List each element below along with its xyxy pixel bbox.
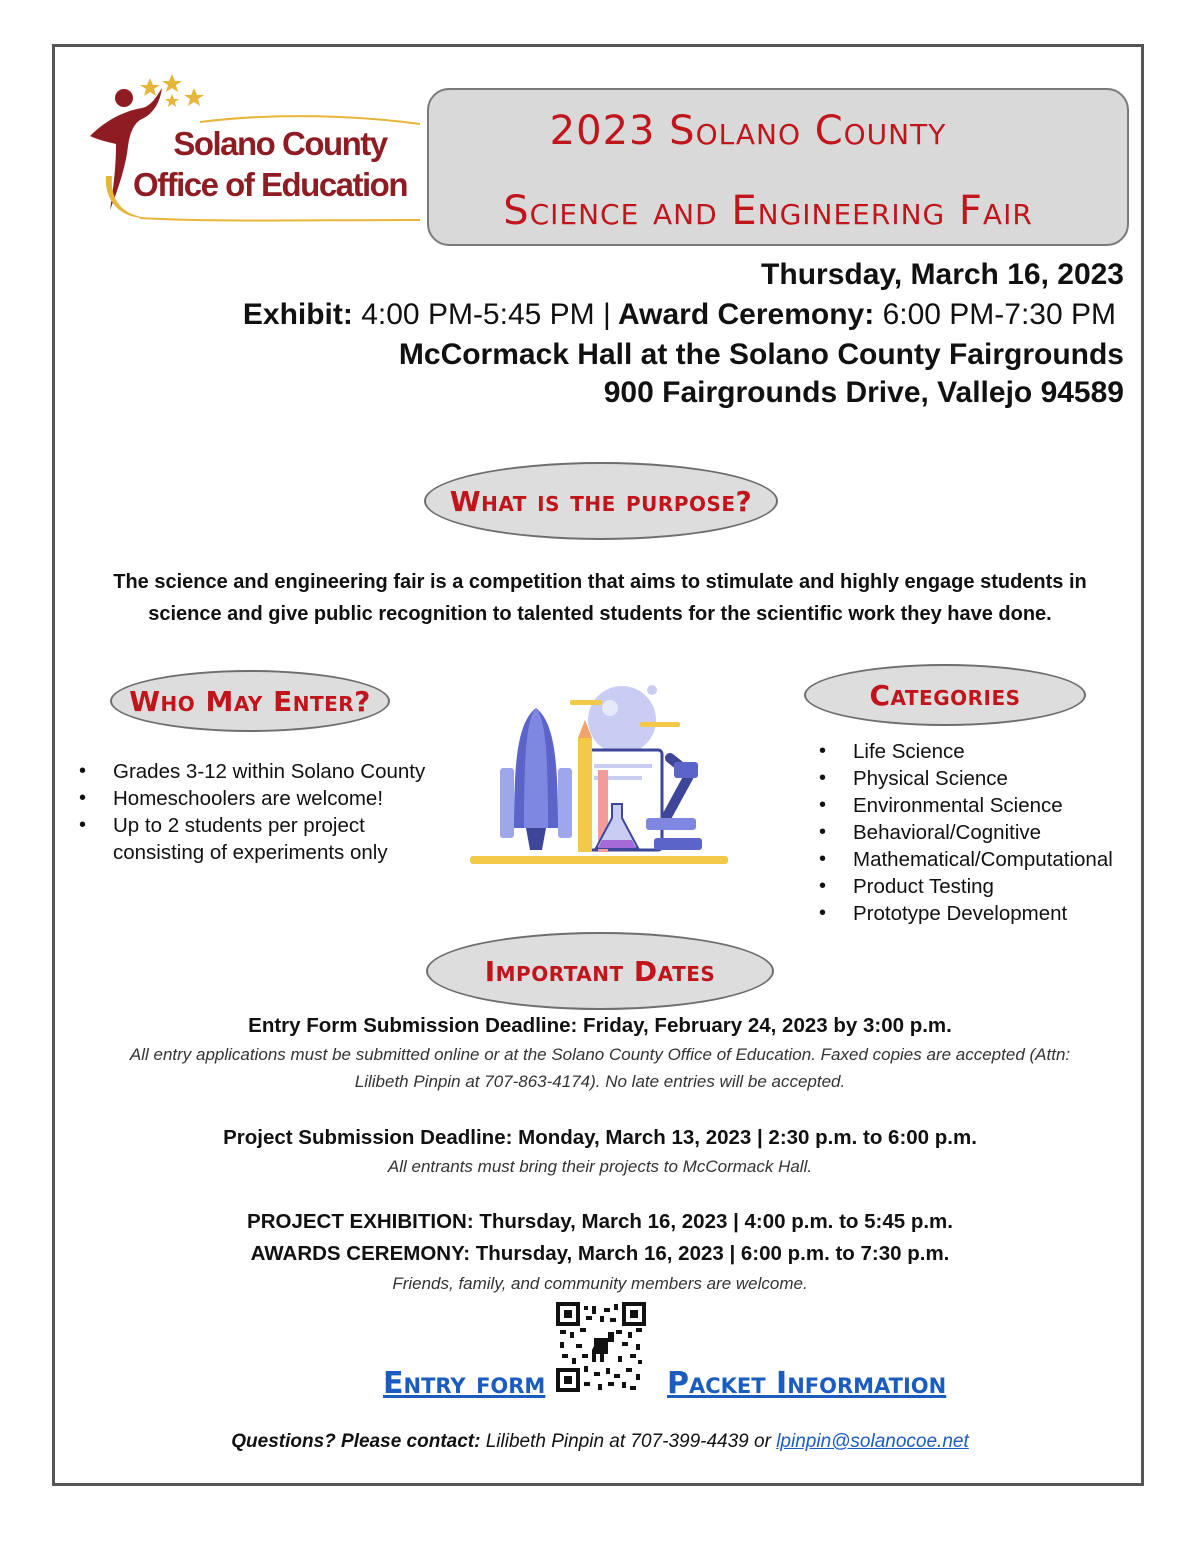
categories-heading: Categories [804,664,1086,726]
event-date: Thursday, March 16, 2023 [761,258,1124,291]
title-box [427,88,1129,246]
list-item: • Grades 3-12 within Solano County [77,758,437,785]
sccoe-logo [80,72,425,232]
entry-note: All entry applications must be submitted online or at the Solano County Office of Education. Faxed copies are accepted (Attn: Lilibeth Pinpin at 707-863-4174). No late entries will be accepted. [129,1045,1071,1091]
list-item: • Life Science [817,738,1157,765]
award-label: Award Ceremony: [618,298,875,331]
project-note: All entrants must bring their projects to McCormack Hall. [387,1157,813,1176]
purpose-text: The science and engineering fair is a competition that aims to stimulate and highly engage students in science and give public recognition to talented students for the scientific work they have done. [113,571,1087,625]
welcome-note: Friends, family, and community members are welcome. [392,1274,808,1293]
list-item: • Up to 2 students per project consisting of experiments only [77,812,437,866]
who-may-enter-list [77,758,437,866]
list-item: • Product Testing [817,873,1157,900]
qr-code-icon[interactable] [556,1302,646,1392]
logo-line-2: Office of Education [132,166,407,203]
project-exhibition: PROJECT EXHIBITION: Thursday, March 16, 2023 | 4:00 p.m. to 5:45 p.m. [247,1210,953,1233]
packet-information-link[interactable]: Packet Information [667,1366,947,1401]
awards-ceremony: AWARDS CEREMONY: Thursday, March 16, 2023 | 6:00 p.m. to 7:30 p.m. [250,1242,950,1265]
logo-line-1: Solano County [173,125,387,162]
event-address: 900 Fairgrounds Drive, Vallejo 94589 [603,376,1124,409]
exhibit-time: 4:00 PM-5:45 PM | [361,298,611,331]
important-dates-heading: Important Dates [426,932,774,1010]
award-time: 6:00 PM-7:30 PM [882,298,1116,331]
list-item: • Behavioral/Cognitive [817,819,1157,846]
entry-form-link[interactable]: Entry form [383,1366,546,1401]
list-item: • Homeschoolers are welcome! [77,785,437,812]
contact-email-link[interactable]: lpinpin@solanocoe.net [776,1431,969,1452]
contact-line [0,1431,1200,1453]
exhibit-label: Exhibit: [242,298,353,331]
title-line-2: Science and Engineering Fair [503,188,1033,234]
list-item: • Prototype Development [817,900,1157,927]
science-illustration [470,678,730,868]
who-may-enter-heading: Who May Enter? [110,670,390,732]
event-venue: McCormack Hall at the Solano County Fairgrounds [398,338,1124,371]
list-item: • Environmental Science [817,792,1157,819]
purpose-heading: What is the purpose? [424,462,778,540]
event-times [243,298,1116,332]
list-item: • Physical Science [817,765,1157,792]
contact-text: Lilibeth Pinpin at 707-399-4439 or [480,1431,777,1452]
entry-deadline: Entry Form Submission Deadline: Friday, February 24, 2023 by 3:00 p.m. [248,1014,952,1037]
categories-list [817,738,1157,927]
list-item: • Mathematical/Computational [817,846,1157,873]
title-line-1: 2023 Solano County [549,108,947,154]
contact-label: Questions? Please contact: [231,1431,481,1452]
project-deadline: Project Submission Deadline: Monday, March 13, 2023 | 2:30 p.m. to 6:00 p.m. [223,1126,977,1149]
